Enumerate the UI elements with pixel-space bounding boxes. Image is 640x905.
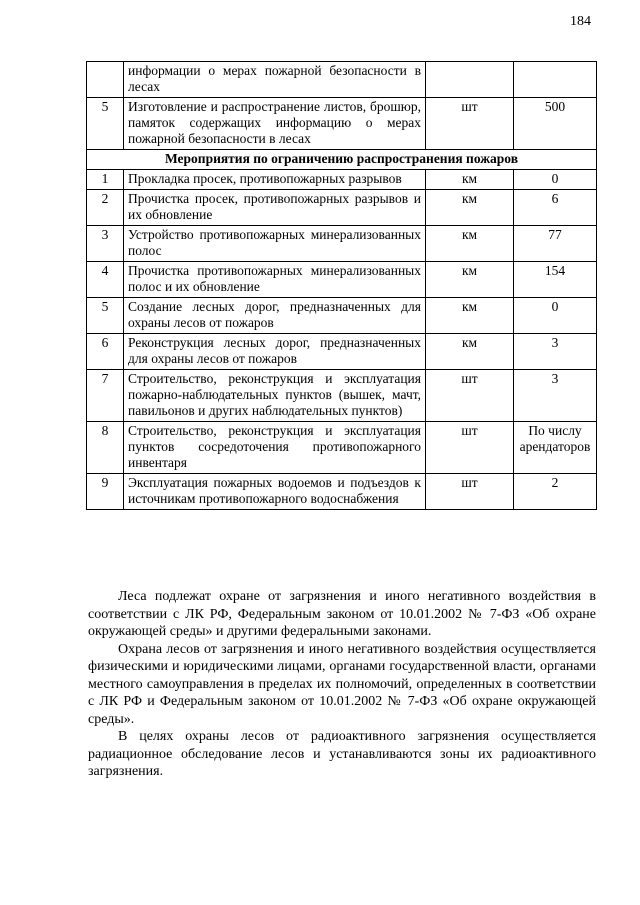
measure-name: Изготовление и распространение листов, брошюр, памяток содержащих информацию о мерах пожарной безопасности в лесах (124, 98, 426, 150)
paragraph: Охрана лесов от загрязнения и иного негативного воздействия осуществляется физическими и юридическими лицами, органами государственной власти, органами местного самоуправления в пределах их полномочий, определенных в соответствии с ЛК РФ и Федеральным законом от 10.01.2002 № 7-ФЗ «Об охране окружающей среды». (88, 641, 596, 727)
measure-name: Строительство, реконструкция и эксплуатация пунктов сосредоточения противопожарного инвентаря (124, 422, 426, 474)
section-title: Мероприятия по ограничению распространения пожаров (87, 150, 597, 170)
measure-value: 77 (514, 226, 597, 262)
measure-value: 3 (514, 370, 597, 422)
measure-value: 0 (514, 170, 597, 190)
page-number: 184 (570, 14, 591, 29)
paragraph: Леса подлежат охране от загрязнения и иного негативного воздействия в соответствии с ЛК РФ, Федеральным законом от 10.01.2002 № 7-ФЗ «Об охране окружающей среды» и другими федеральными законами. (88, 589, 596, 639)
measure-value (514, 62, 597, 98)
measure-name: Прочистка просек, противопожарных разрывов и их обновление (124, 190, 426, 226)
table-row (87, 62, 597, 98)
row-number: 3 (87, 226, 124, 262)
paragraph: В целях охраны лесов от радиоактивного загрязнения осуществляется радиационное обследование лесов и устанавливаются зоны их радиоактивного загрязнения. (88, 729, 596, 779)
row-number: 7 (87, 370, 124, 422)
body-text (88, 588, 596, 781)
measure-name: Прочистка противопожарных минерализованных полос и их обновление (124, 262, 426, 298)
measure-unit: км (426, 226, 514, 262)
table-row (87, 98, 597, 150)
measure-name: Эксплуатация пожарных водоемов и подъездов к источникам противопожарного водоснабжения (124, 474, 426, 510)
measure-unit: км (426, 262, 514, 298)
row-number: 1 (87, 170, 124, 190)
measure-unit: шт (426, 370, 514, 422)
measure-name: Реконструкция лесных дорог, предназначенных для охраны лесов от пожаров (124, 334, 426, 370)
measure-value: 3 (514, 334, 597, 370)
table-row (87, 334, 597, 370)
table-row (87, 170, 597, 190)
table-row (87, 226, 597, 262)
fire-measures-table (86, 61, 597, 510)
row-number (87, 62, 124, 98)
measure-name: Прокладка просек, противопожарных разрывов (124, 170, 426, 190)
row-number: 8 (87, 422, 124, 474)
measure-value: 6 (514, 190, 597, 226)
table-row (87, 474, 597, 510)
row-number: 5 (87, 298, 124, 334)
table-row (87, 298, 597, 334)
measure-value: 154 (514, 262, 597, 298)
table-row (87, 422, 597, 474)
measure-name: Создание лесных дорог, предназначенных для охраны лесов от пожаров (124, 298, 426, 334)
measure-unit: км (426, 334, 514, 370)
measure-value: По числу арендаторов (514, 422, 597, 474)
table-row (87, 370, 597, 422)
row-number: 5 (87, 98, 124, 150)
measure-unit: км (426, 298, 514, 334)
measure-unit: шт (426, 474, 514, 510)
row-number: 6 (87, 334, 124, 370)
row-number: 2 (87, 190, 124, 226)
table-row (87, 262, 597, 298)
row-number: 4 (87, 262, 124, 298)
measure-unit: км (426, 170, 514, 190)
measure-unit: км (426, 190, 514, 226)
row-number: 9 (87, 474, 124, 510)
measure-value: 2 (514, 474, 597, 510)
measure-unit (426, 62, 514, 98)
measure-value: 0 (514, 298, 597, 334)
measure-name: информации о мерах пожарной безопасности в лесах (124, 62, 426, 98)
measure-unit: шт (426, 422, 514, 474)
measure-value: 500 (514, 98, 597, 150)
measure-unit: шт (426, 98, 514, 150)
measure-name: Устройство противопожарных минерализованных полос (124, 226, 426, 262)
measure-name: Строительство, реконструкция и эксплуатация пожарно-наблюдательных пунктов (вышек, мачт, павильонов и других наблюдательных пунктов) (124, 370, 426, 422)
section-header-row (87, 150, 597, 170)
table-row (87, 190, 597, 226)
